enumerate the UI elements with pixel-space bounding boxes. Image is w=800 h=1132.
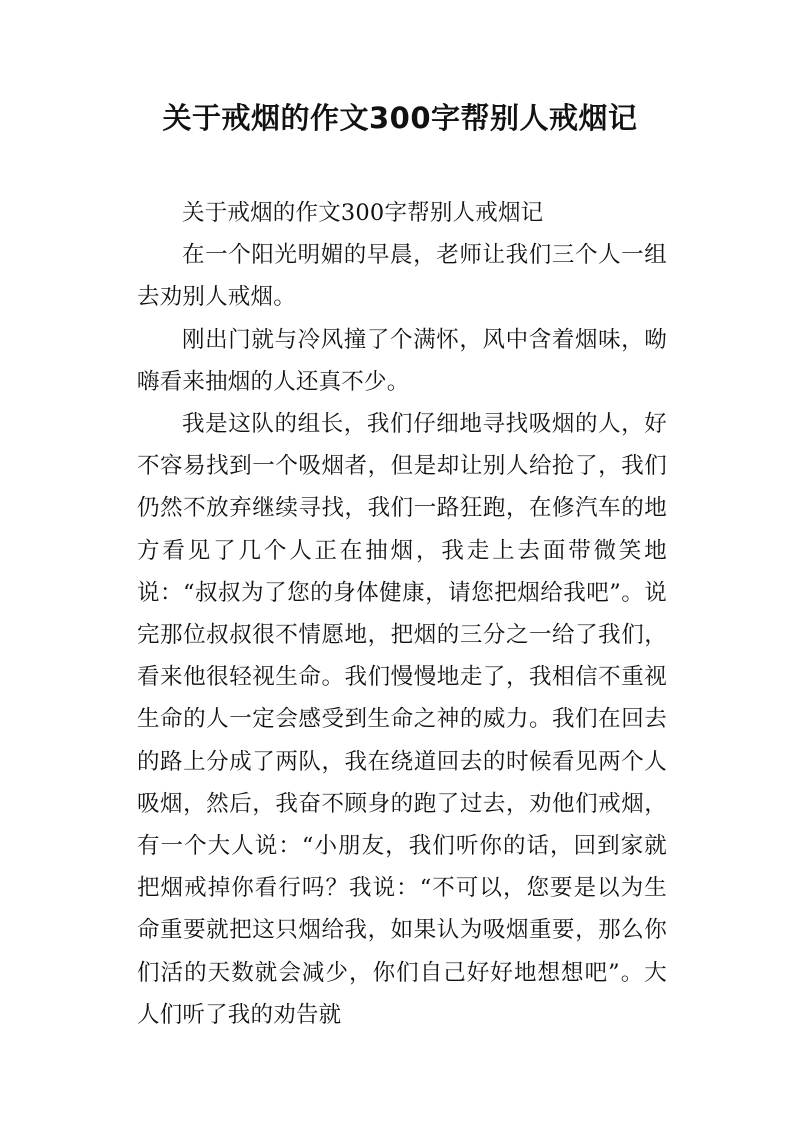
- document-title: 关于戒烟的作文300字帮别人戒烟记: [162, 101, 638, 135]
- document-body: [137, 192, 667, 1036]
- paragraph-subtitle: 关于戒烟的作文300字帮别人戒烟记: [182, 200, 544, 226]
- paragraph-1: 在一个阳光明媚的早晨，老师让我们三个人一组去劝别人戒烟。: [137, 242, 667, 311]
- paragraph-3: 我是这队的组长，我们仔细地寻找吸烟的人，好不容易找到一个吸烟者，但是却让别人给抢了，我们仍然不放弃继续寻找，我们一路狂跑，在修汽车的地方看见了几个人正在抽烟，我走上去面带微笑地说：“叔叔为了您的身体健康，请您把烟给我吧”。说完那位叔叔很不情愿地，把烟的三分之一给了我们，看来他很轻视生命。我们慢慢地走了，我相信不重视生命的人一定会感受到生命之神的威力。我们在回去的路上分成了两队，我在绕道回去的时候看见两个人吸烟，然后，我奋不顾身的跑了过去，劝他们戒烟，有一个大人说：“小朋友，我们听你的话，回到家就把烟戒掉你看行吗？我说：“不可以，您要是以为生命重要就把这只烟给我，如果认为吸烟重要，那么你们活的天数就会减少，你们自己好好地想想吧”。大人们听了我的劝告就: [137, 411, 667, 1028]
- paragraph-2: 刚出门就与冷风撞了个满怀，风中含着烟味，呦嗨看来抽烟的人还真不少。: [137, 326, 667, 395]
